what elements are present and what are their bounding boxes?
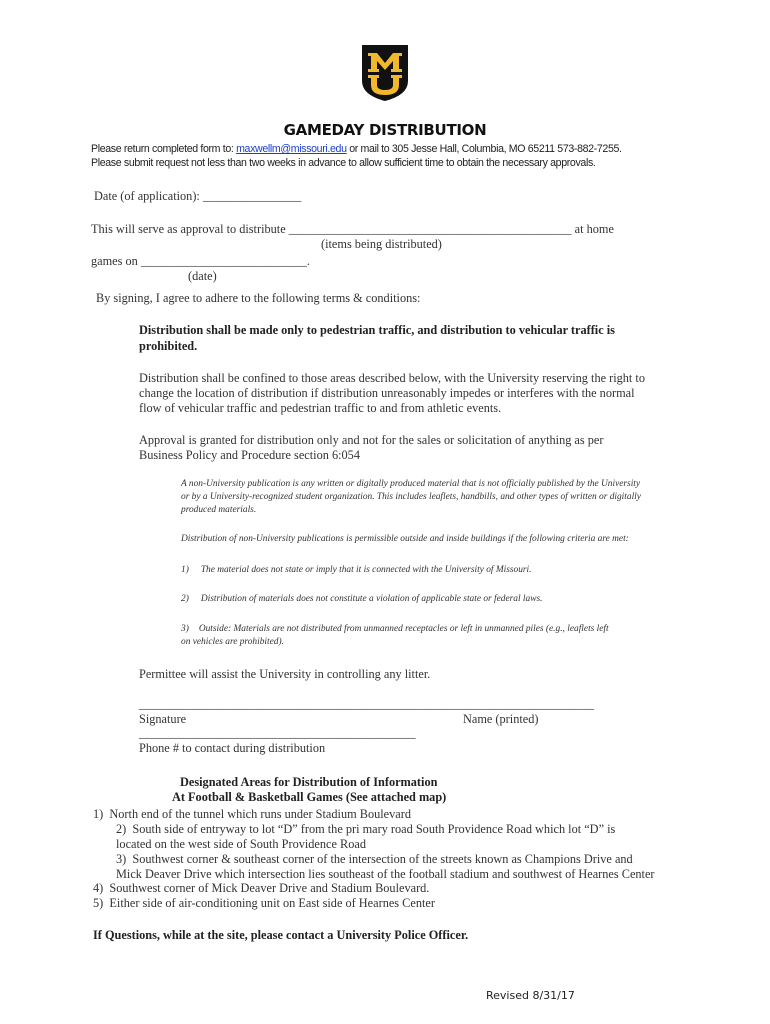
area-num: 4): [93, 881, 104, 895]
confined-rule-2: change the location of distribution if distribution unreasonably impedes or interferes with the normal: [139, 386, 635, 400]
questions-contact: If Questions, while at the site, please contact a University Police Officer.: [93, 928, 469, 942]
area-num: 1): [93, 807, 104, 821]
return-suffix: or mail to 305 Jesse Hall, Columbia, MO 65211 573-882-7255.: [346, 143, 622, 155]
advance-notice: Please submit request not less than two weeks in advance to allow sufficient time to obtain the necessary approvals.: [91, 157, 596, 169]
area-num: 3): [116, 852, 127, 866]
page-title: GAMEDAY DISTRIBUTION: [283, 121, 487, 139]
items-distributed-field[interactable]: ______________________________________________: [288, 222, 572, 236]
confined-rule-3: flow of vehicular traffic and pedestrian traffic to and from athletic events.: [139, 401, 502, 415]
criteria-num: 3): [181, 624, 189, 634]
criteria-num: 2): [181, 594, 189, 604]
area-num: 5): [93, 896, 104, 910]
area-item: [93, 807, 411, 822]
areas-heading-1: Designated Areas for Distribution of Information: [180, 775, 438, 789]
date-application-field[interactable]: ________________: [202, 189, 302, 203]
criteria-text: The material does not state or imply that it is connected with the University of Missouri.: [200, 565, 532, 575]
criteria-item: [181, 565, 532, 575]
approval-prefix: This will serve as approval to distribute: [91, 222, 286, 236]
date-label: Date (of application):: [94, 189, 200, 203]
signature-name-line[interactable]: __________________________________________________________________________: [139, 697, 594, 711]
criteria-num: 1): [181, 565, 189, 575]
approval-policy-1: Approval is granted for distribution only and not for the sales or solicitation of anything as per: [139, 433, 604, 447]
games-prefix: games on: [91, 254, 138, 268]
pedestrian-rule-cont: prohibited.: [139, 339, 198, 353]
approval-suffix: at home: [574, 222, 614, 236]
area-item: [93, 896, 435, 911]
criteria-intro: Distribution of non-University publications is permissible outside and inside buildings if the following criteria are met:: [181, 534, 629, 544]
areas-heading-2: At Football & Basketball Games (See attached map): [172, 790, 447, 804]
area-text: Southwest corner & southeast corner of the intersection of the streets known as Champions Drive and: [132, 852, 633, 866]
confined-rule-1: Distribution shall be confined to those areas described below, with the University reserving the right to: [139, 371, 645, 385]
area-text: North end of the tunnel which runs under Stadium Boulevard: [109, 807, 411, 821]
games-date-field[interactable]: ___________________________.: [140, 254, 310, 268]
games-row: [91, 254, 310, 269]
litter-statement: Permittee will assist the University in controlling any litter.: [139, 667, 431, 681]
revised-date: Revised 8/31/17: [486, 989, 575, 1002]
date-caption: (date): [188, 269, 217, 283]
phone-line[interactable]: _____________________________________________: [139, 726, 416, 740]
area-item: [116, 852, 633, 867]
criteria-item-cont: on vehicles are prohibited).: [181, 637, 284, 647]
agree-statement: By signing, I agree to adhere to the following terms & conditions:: [96, 291, 421, 305]
definition-2: or by a University-recognized student organization. This includes leaflets, handbills, and other types of written or digitally: [181, 492, 641, 502]
mu-shield-logo-icon: [362, 45, 408, 101]
criteria-item: [181, 594, 542, 604]
phone-label: Phone # to contact during distribution: [139, 741, 326, 755]
approval-row: [91, 222, 614, 237]
area-text: South side of entryway to lot “D” from the pri mary road South Providence Road which lot “D” is: [132, 822, 616, 836]
area-num: 2): [116, 822, 127, 836]
approval-policy-2: Business Policy and Procedure section 6:054: [139, 448, 360, 462]
area-item-cont: Mick Deaver Drive which intersection lies southeast of the football stadium and southwest of Hearnes Center: [116, 867, 655, 881]
area-text: Southwest corner of Mick Deaver Drive and Stadium Boulevard.: [109, 881, 430, 895]
return-email-link[interactable]: maxwellm@missouri.edu: [236, 143, 347, 155]
items-caption: (items being distributed): [321, 237, 442, 251]
return-prefix: Please return completed form to:: [91, 143, 237, 155]
area-item: [93, 881, 429, 896]
signature-label: Signature: [139, 712, 187, 726]
area-item-cont: located on the west side of South Providence Road: [116, 837, 366, 851]
name-printed-label: Name (printed): [463, 712, 539, 726]
area-item: [116, 822, 615, 837]
return-instructions: [91, 143, 622, 155]
definition-3: produced materials.: [181, 505, 257, 515]
date-field-row: [94, 189, 301, 204]
criteria-text: Distribution of materials does not constitute a violation of applicable state or federal laws.: [200, 594, 543, 604]
area-text: Either side of air-conditioning unit on East side of Hearnes Center: [109, 896, 435, 910]
criteria-item: [181, 624, 609, 634]
pedestrian-rule: Distribution shall be made only to pedestrian traffic, and distribution to vehicular traffic is: [139, 323, 615, 337]
criteria-text: Outside: Materials are not distributed from unmanned receptacles or left in unmanned piles (e.g., leaflets left: [198, 624, 609, 634]
definition-1: A non-University publication is any written or digitally produced material that is not officially published by the University: [181, 479, 641, 489]
